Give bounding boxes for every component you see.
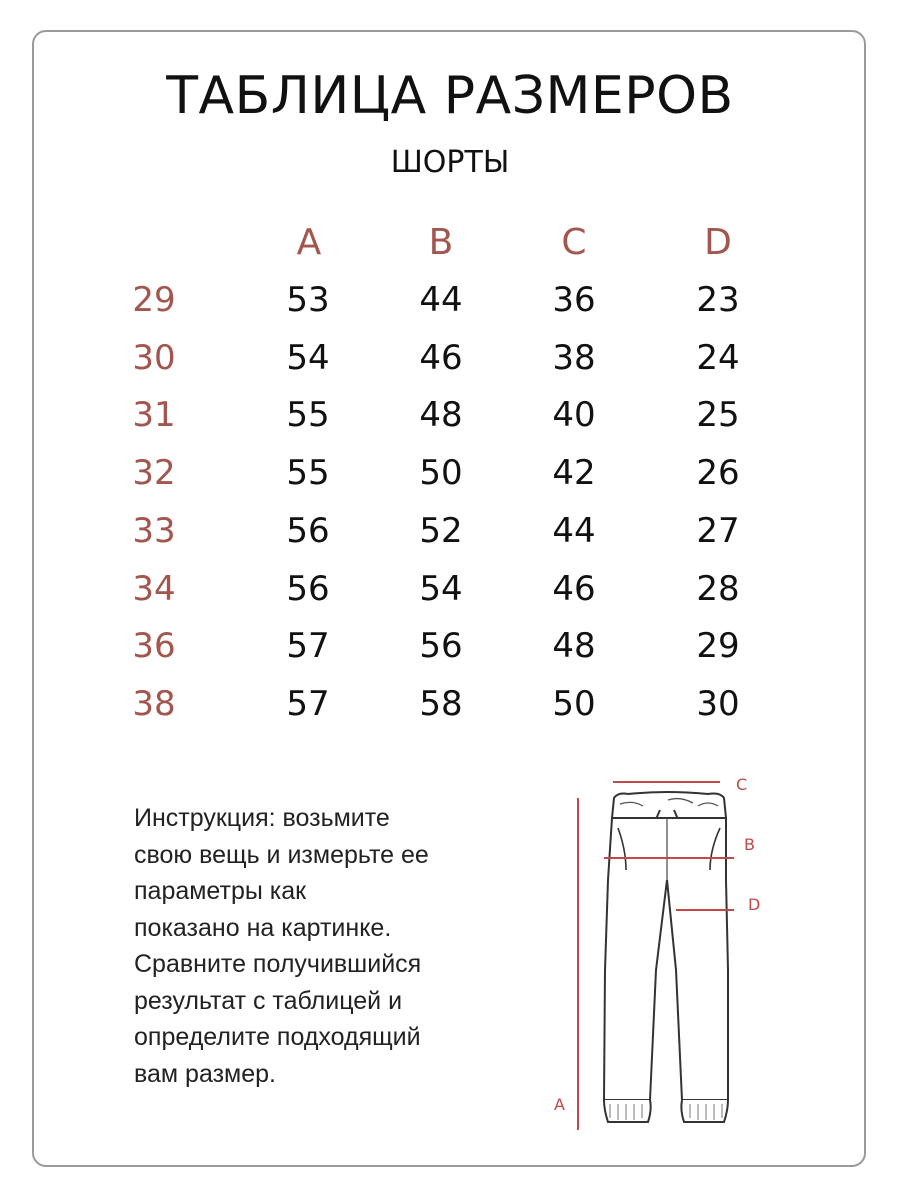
right-cuff	[681, 1100, 728, 1122]
table-row	[0, 569, 900, 619]
table-cell: 56	[286, 569, 330, 609]
row-size-label: 31	[132, 395, 176, 435]
table-cell: 38	[552, 338, 596, 378]
page-title: ТАБЛИЦА РАЗМЕРОВ	[166, 66, 734, 126]
table-row	[0, 395, 900, 445]
column-header-c: C	[561, 222, 587, 263]
table-row	[0, 511, 900, 561]
instruction-line: Сравните получившийся	[134, 950, 422, 978]
table-cell: 40	[552, 395, 596, 435]
instruction-line: Инструкция: возьмите	[134, 804, 390, 832]
table-row	[0, 338, 900, 388]
table-cell: 25	[696, 395, 740, 435]
table-cell: 28	[696, 569, 740, 609]
row-size-label: 36	[132, 626, 176, 666]
table-cell: 56	[419, 626, 463, 666]
column-header-a: A	[296, 222, 322, 263]
table-row	[0, 280, 900, 330]
table-cell: 24	[696, 338, 740, 378]
table-cell: 56	[286, 511, 330, 551]
table-cell: 52	[419, 511, 463, 551]
row-size-label: 30	[132, 338, 176, 378]
label-a: A	[554, 1095, 565, 1114]
table-cell: 50	[419, 453, 463, 493]
label-b: B	[744, 835, 755, 854]
label-c: C	[736, 775, 748, 794]
table-cell: 53	[286, 280, 330, 320]
instruction-line: определите подходящий	[134, 1023, 421, 1051]
column-header-b: B	[428, 222, 454, 263]
instruction-line: вам размер.	[134, 1059, 276, 1088]
instruction-line: свою вещь и измерьте ее	[134, 840, 429, 869]
table-cell: 57	[286, 626, 330, 666]
table-cell: 23	[696, 280, 740, 320]
instruction-line: параметры как	[134, 877, 307, 905]
column-header-d: D	[704, 222, 732, 263]
row-size-label: 29	[132, 280, 176, 320]
row-size-label: 32	[132, 453, 176, 493]
instruction-line: показано на картинке.	[134, 913, 392, 942]
left-cuff	[604, 1100, 651, 1122]
table-cell: 48	[552, 626, 596, 666]
table-cell: 27	[696, 511, 740, 551]
waistband-shape	[612, 792, 726, 818]
table-cell: 58	[419, 684, 463, 724]
table-cell: 26	[696, 453, 740, 493]
table-row	[0, 684, 900, 734]
table-cell: 50	[552, 684, 596, 724]
table-cell: 55	[286, 453, 330, 493]
page-subtitle: ШОРТЫ	[390, 145, 510, 180]
table-cell: 48	[419, 395, 463, 435]
table-cell: 55	[286, 395, 330, 435]
table-cell: 30	[696, 684, 740, 724]
label-d: D	[748, 895, 761, 914]
row-size-label: 33	[132, 511, 176, 551]
table-cell: 46	[552, 569, 596, 609]
table-cell: 54	[419, 569, 463, 609]
table-cell: 54	[286, 338, 330, 378]
table-row	[0, 453, 900, 503]
table-cell: 42	[552, 453, 596, 493]
instruction-line: результат с таблицей и	[134, 986, 403, 1015]
table-cell: 46	[419, 338, 463, 378]
pants-outline	[604, 818, 728, 1100]
table-row	[0, 626, 900, 676]
instruction-text	[134, 800, 514, 1092]
table-cell: 44	[419, 280, 463, 320]
row-size-label: 34	[132, 569, 176, 609]
pants-measurement-icon	[548, 770, 778, 1145]
table-cell: 44	[552, 511, 596, 551]
table-cell: 36	[552, 280, 596, 320]
table-cell: 57	[286, 684, 330, 724]
row-size-label: 38	[132, 684, 176, 724]
table-cell: 29	[696, 626, 740, 666]
